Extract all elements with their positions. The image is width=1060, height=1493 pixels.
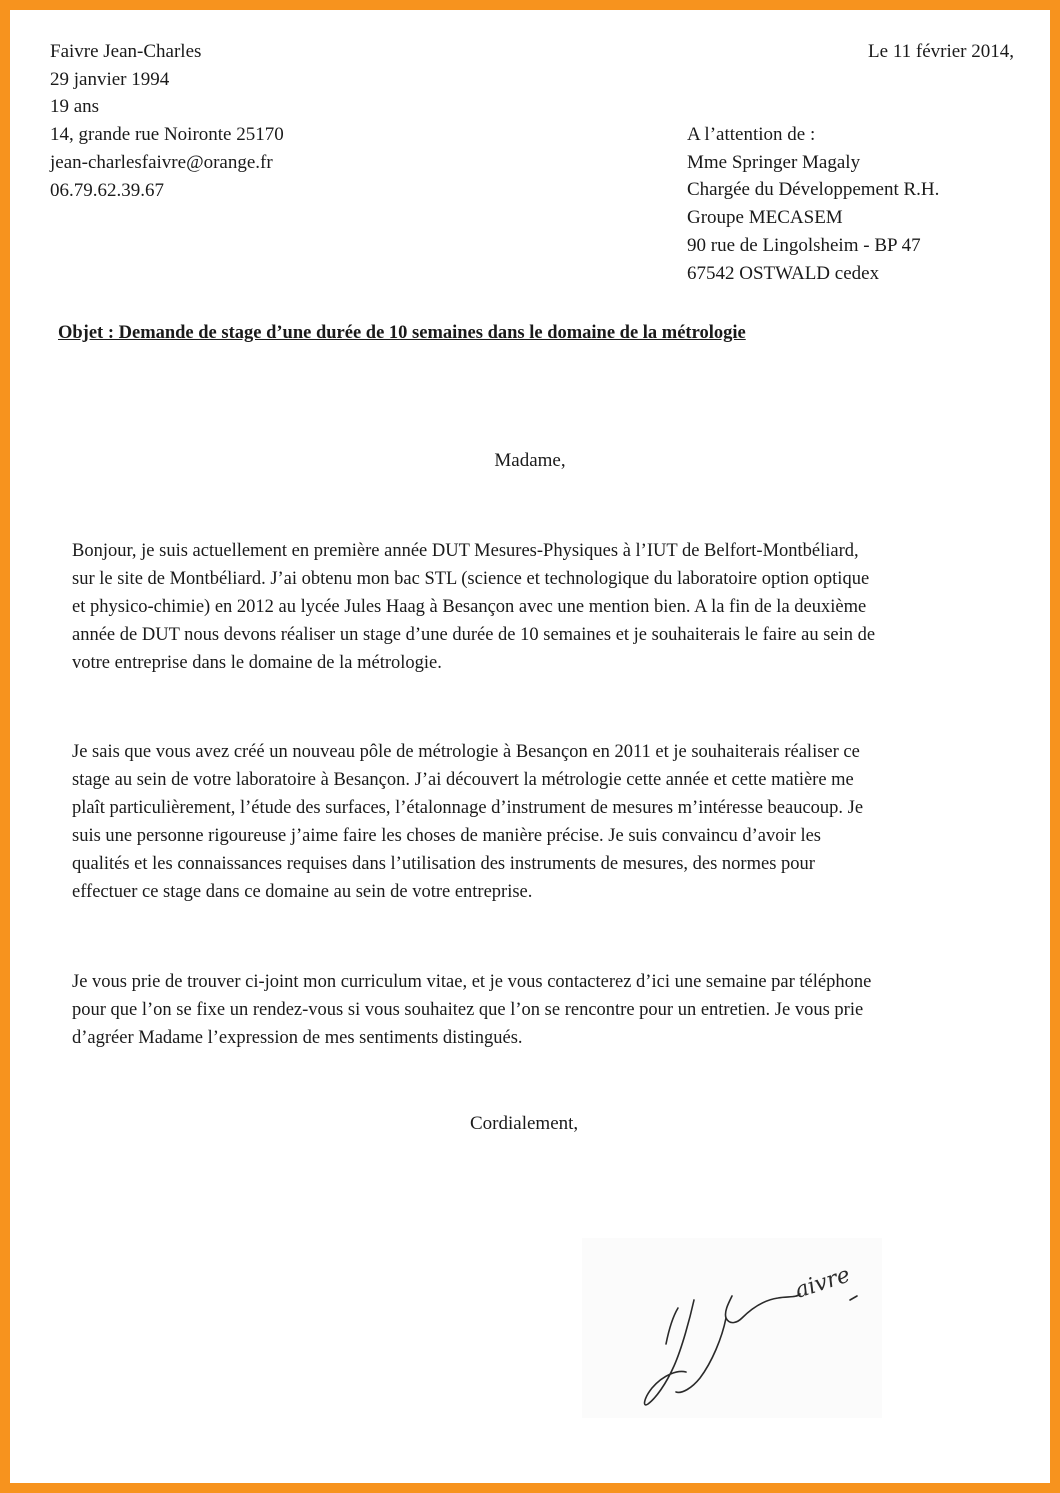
recipient-attention: A l’attention de : [687, 124, 816, 145]
recipient-street: 90 rue de Lingolsheim - BP 47 [687, 234, 921, 256]
sender-name: Faivre Jean-Charles [50, 41, 202, 62]
paragraph-2 [72, 738, 992, 906]
paragraph-line: qualités et les connaissances requises dans l’utilisation des instruments de mesures, des normes pour [72, 854, 815, 874]
recipient-city: 67542 OSTWALD cedex [687, 262, 880, 284]
paragraph-line: Je sais que vous avez créé un nouveau pôle de métrologie à Besançon en 2011 et je souhaiterais réaliser ce [72, 742, 860, 762]
paragraph-line: pour que l’on se fixe un rendez-vous si vous souhaitez que l’on se rencontre pour un entretien. Je vous prie [72, 1000, 864, 1020]
signature-text: aivre [792, 1262, 854, 1304]
recipient-company: Groupe MECASEM [687, 207, 843, 229]
salutation: Madame, [494, 450, 566, 471]
sender-address: 14, grande rue Noironte 25170 [50, 124, 284, 146]
paragraph-line: effectuer ce stage dans ce domaine au sein de votre entreprise. [72, 882, 533, 902]
sender-phone: 06.79.62.39.67 [50, 179, 164, 201]
paragraph-line: suis une personne rigoureuse j’aime faire les choses de manière précise. Je suis convaincu d’avoir les [72, 826, 821, 846]
sender-birthdate: 29 janvier 1994 [50, 68, 170, 90]
paragraph-line: Bonjour, je suis actuellement en première année DUT Mesures-Physiques à l’IUT de Belfort-Montbéliard, [72, 541, 859, 561]
paragraph-line: sur le site de Montbéliard. J’ai obtenu mon bac STL (science et technologique du laboratoire option optique [72, 569, 870, 589]
paragraph-line: stage au sein de votre laboratoire à Besançon. J’ai découvert la métrologie cette année et cette matière me [72, 770, 854, 790]
closing: Cordialement, [470, 1113, 579, 1134]
signature [582, 1238, 882, 1418]
recipient-name: Mme Springer Magaly [687, 151, 861, 173]
paragraph-line: d’agréer Madame l’expression de mes sentiments distingués. [72, 1028, 523, 1048]
sender-block [50, 38, 284, 204]
paragraph-line: Je vous prie de trouver ci-joint mon curriculum vitae, et je vous contacterez d’ici une semaine par téléphone [72, 972, 872, 992]
subject-line: Objet : Demande de stage d’une durée de 10 semaines dans le domaine de la métrologie [58, 323, 746, 343]
paragraph-1 [72, 537, 992, 677]
signature-drawing [582, 1238, 882, 1418]
sender-age: 19 ans [50, 96, 100, 118]
recipient-block [687, 121, 939, 287]
paragraph-line: et physico-chimie) en 2012 au lycée Jules Haag à Besançon avec une mention bien. A la fin de la deuxième [72, 597, 867, 617]
sender-email: jean-charlesfaivre@orange.fr [50, 151, 273, 173]
letter-date: Le 11 février 2014, [868, 41, 1014, 62]
paragraph-line: votre entreprise dans le domaine de la métrologie. [72, 653, 442, 673]
recipient-role: Chargée du Développement R.H. [687, 179, 940, 201]
paragraph-3 [72, 968, 992, 1052]
paragraph-line: plaît particulièrement, l’étude des surfaces, l’étalonnage d’instrument de mesures m’intéresse beaucoup. Je [72, 798, 864, 818]
paragraph-line: année de DUT nous devons réaliser un stage d’une durée de 10 semaines et je souhaiterais le faire au sein de [72, 625, 876, 645]
